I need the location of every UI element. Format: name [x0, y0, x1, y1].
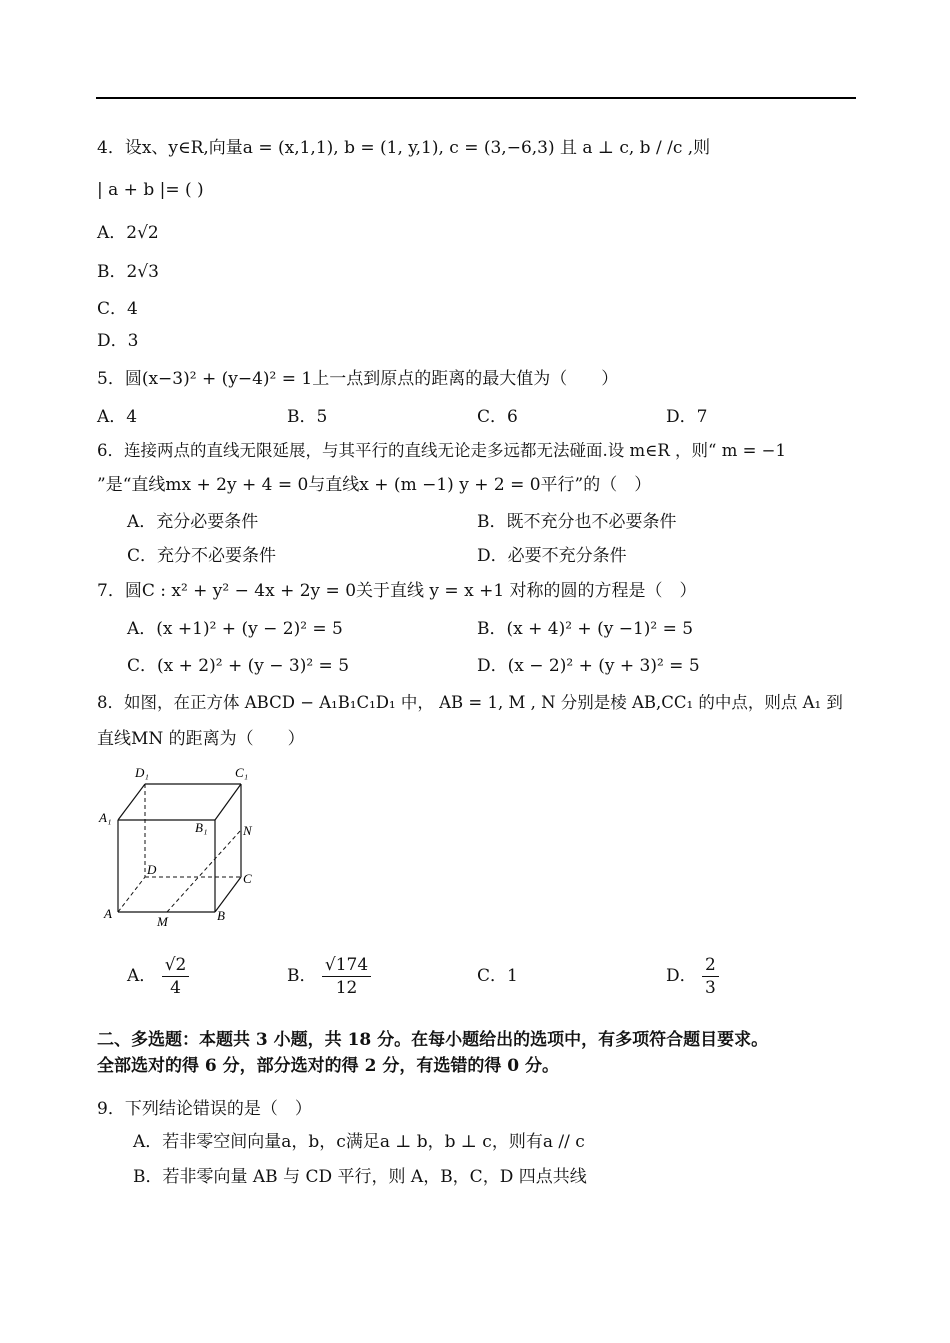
q8-option-b [287, 951, 371, 1001]
q8-stem-cont: 直线MN 的距离为（ ） [97, 729, 305, 749]
section2-heading: 二、多选题：本题共 3 小题，共 18 分。在每小题给出的选项中，有多项符合题目要求。 [97, 1030, 769, 1050]
header-rule [96, 97, 856, 99]
section2-heading-cont: 全部选对的得 6 分，部分选对的得 2 分，有选错的得 0 分。 [97, 1056, 559, 1076]
label-a1: A₁ [99, 810, 112, 825]
q4-option-b: B．2√3 [97, 262, 159, 282]
q5-option-b: B．5 [287, 407, 328, 427]
q8-option-a-den: 4 [170, 978, 181, 998]
label-b1: B₁ [195, 820, 208, 835]
q6-option-b: B．既不充分也不必要条件 [477, 512, 677, 532]
q8-stem: 8．如图，在正方体 ABCD − A₁B₁C₁D₁ 中， AB = 1, M , N 分别是棱 AB,CC₁ 的中点，则点 A₁ 到 [97, 693, 843, 712]
q7-stem: 7．圆C : x² + y² − 4x + 2y = 0关于直线 y = x +1 对称的圆的方程是（ ） [97, 581, 697, 601]
q8-option-d-den: 3 [705, 978, 716, 998]
q8-option-b-num: √174 [322, 954, 371, 977]
q4-stem-cont: | a + b |= ( ) [97, 180, 204, 200]
label-a: A [104, 906, 112, 921]
segment-mn [167, 830, 241, 912]
q7-option-b: B．(x + 4)² + (y −1)² = 5 [477, 619, 694, 639]
q9-stem: 9．下列结论错误的是（ ） [97, 1099, 312, 1119]
edge-bc [215, 877, 241, 912]
q5-option-c: C．6 [477, 407, 518, 427]
q8-option-d [666, 951, 719, 1001]
q5-option-d: D．7 [666, 407, 708, 427]
q6-option-a: A．充分必要条件 [127, 512, 259, 532]
q9-option-b: B．若非零向量 AB 与 CD 平行，则 A，B，C，D 四点共线 [133, 1167, 587, 1187]
q8-option-a-num: √2 [162, 954, 190, 977]
cube-figure [95, 762, 270, 932]
q6-stem: 6．连接两点的直线无限延展，与其平行的直线无论走多远都无法碰面.设 m∈R ，则“ m = −1 [97, 441, 786, 460]
q8-option-a-label: A． [127, 966, 157, 986]
label-d1: D₁ [135, 765, 149, 780]
q7-option-c: C．(x + 2)² + (y − 3)² = 5 [127, 656, 350, 676]
q8-option-d-fraction [702, 954, 719, 999]
q8-option-d-label: D． [666, 966, 697, 986]
q8-option-a-fraction [162, 954, 190, 999]
label-c: C [243, 871, 252, 886]
q6-stem-cont: ”是“直线mx + 2y + 4 = 0与直线x + (m −1) y + 2 = 0平行”的（ ） [97, 475, 652, 495]
q5-option-a: A．4 [97, 407, 138, 427]
q4-stem: 4．设x、y∈R,向量a = (x,1,1), b = (1, y,1), c = (3,−6,3) 且 a ⊥ c, b / /c ,则 [97, 138, 711, 158]
q8-option-b-fraction [322, 954, 371, 999]
q7-option-a: A．(x +1)² + (y − 2)² = 5 [127, 619, 343, 639]
q4-option-c: C．4 [97, 299, 138, 319]
edge-b1c1 [215, 784, 241, 820]
label-b: B [217, 908, 225, 923]
q6-option-d: D．必要不充分条件 [477, 546, 627, 566]
q8-option-b-label: B． [287, 966, 317, 986]
q8-option-d-num: 2 [702, 954, 719, 977]
q8-option-a [127, 951, 189, 1001]
q9-option-a: A．若非零空间向量a，b，c满足a ⊥ b，b ⊥ c，则有a // c [133, 1132, 585, 1152]
edge-ad [118, 877, 145, 912]
q4-option-d: D．3 [97, 331, 139, 351]
q6-option-c: C．充分不必要条件 [127, 546, 277, 566]
label-d: D [147, 862, 157, 877]
label-c1: C₁ [235, 765, 249, 780]
label-n: N [243, 823, 252, 838]
edge-a1d1 [118, 784, 145, 820]
label-m: M [157, 914, 168, 929]
q7-option-d: D．(x − 2)² + (y + 3)² = 5 [477, 656, 700, 676]
q5-stem: 5．圆(x−3)² + (y−4)² = 1上一点到原点的距离的最大值为（ ） [97, 369, 619, 389]
q8-option-c: C．1 [477, 966, 518, 986]
q8-option-b-den: 12 [335, 978, 358, 998]
q4-option-a: A．2√2 [97, 223, 159, 243]
